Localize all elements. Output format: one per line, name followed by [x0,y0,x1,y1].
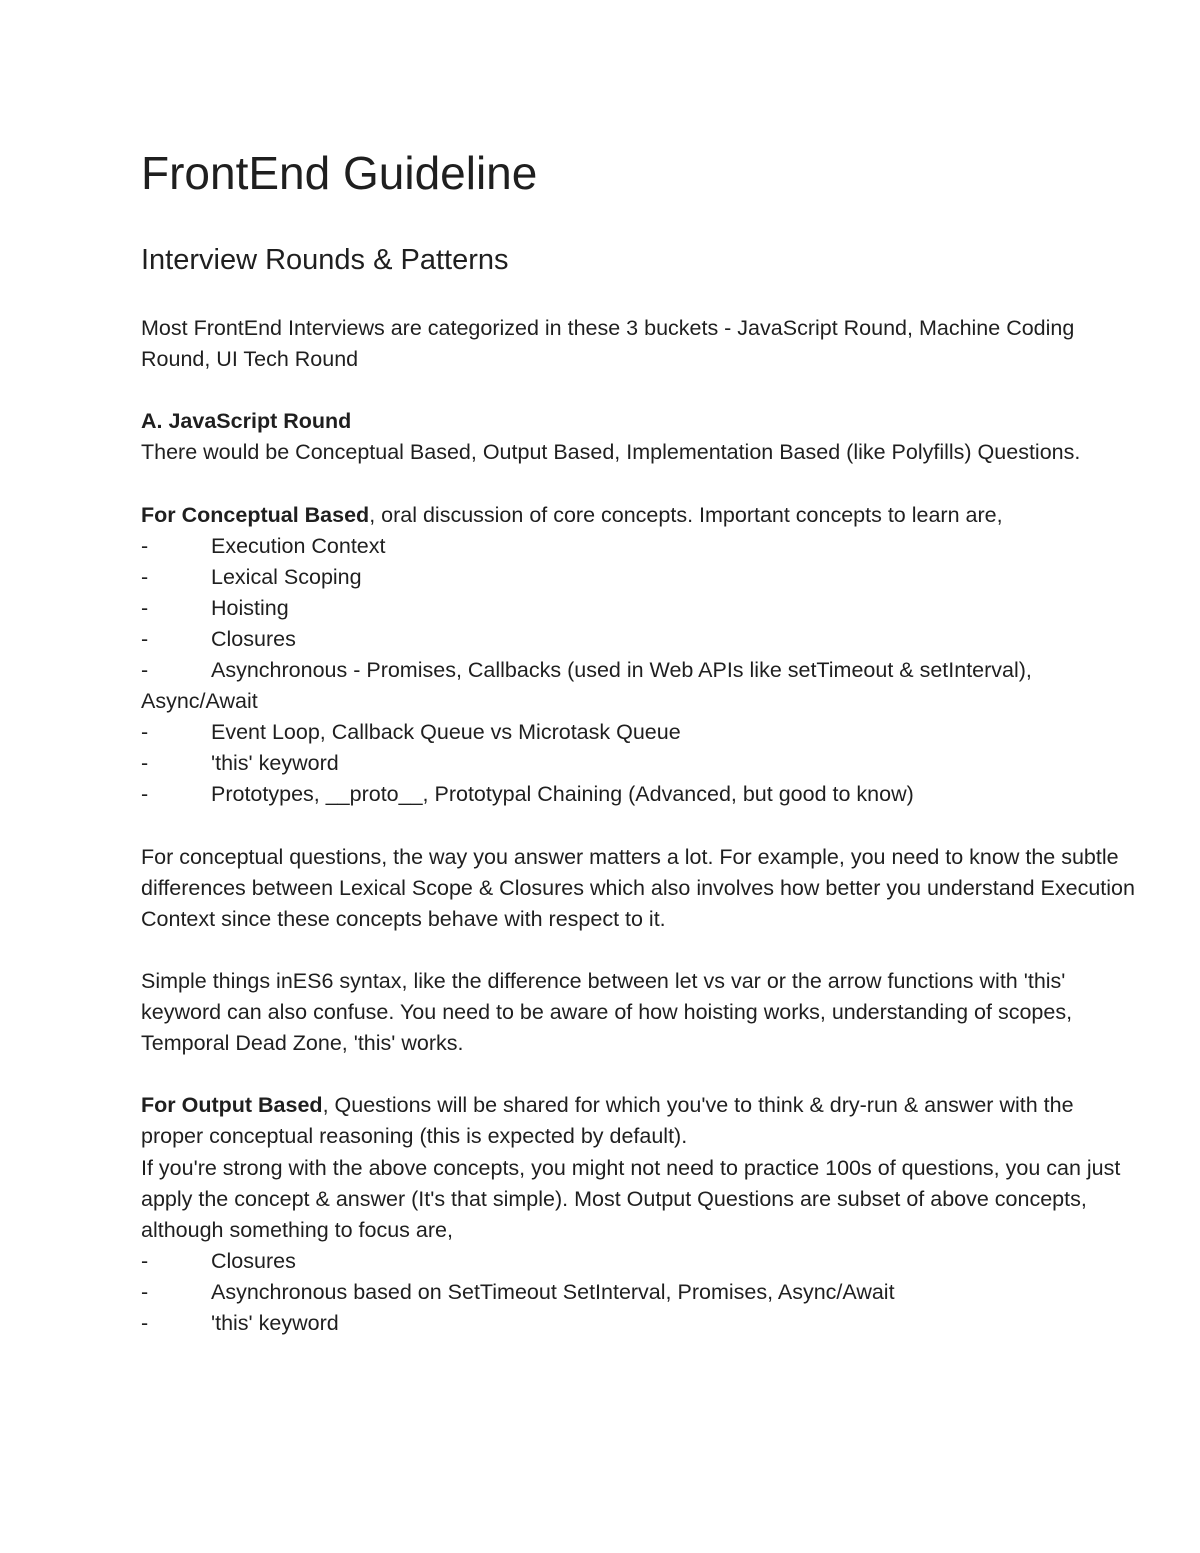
bullet-marker: - [141,595,149,620]
conceptual-lead-bold: For Conceptual Based [141,502,370,527]
output-lead-rest: , Questions will be shared for which you've to think & dry-run & answer with the proper conceptual reasoning (this is expected by default). [141,1093,1074,1149]
conceptual-lead [141,500,1141,531]
bullet-marker: - [141,751,149,776]
list-item: - Closures [141,1246,1141,1277]
document-title: FrontEnd Guideline [141,147,538,199]
section-a-text: There would be Conceptual Based, Output Based, Implementation Based (like Polyfills) Questions. [141,440,1081,465]
bullet-marker: - [141,626,149,651]
document-body [141,313,1141,1339]
list-item: - Closures [141,624,1141,655]
bullet-marker: - [141,1248,149,1273]
list-item: - Execution Context [141,531,1141,562]
list-item-continuation: Async/Await [141,689,258,714]
output-lead-bold: For Output Based [141,1093,323,1118]
list-item: - 'this' keyword [141,1308,1141,1339]
bullet-marker: - [141,782,149,807]
list-item: - Asynchronous - Promises, Callbacks (used in Web APIs like setTimeout & setInterval), [141,655,1141,686]
bullet-marker: - [141,1279,149,1304]
list-item: - Prototypes, __proto__, Prototypal Chaining (Advanced, but good to know) [141,779,1141,810]
bullet-marker: - [141,720,149,745]
es6-paragraph: Simple things inES6 syntax, like the difference between let vs var or the arrow functions with 'this' keyword can also confuse. You need to be aware of how hoisting works, understanding of scopes, Temporal Dead Zone, 'this' works. [141,968,1073,1056]
output-paragraph: If you're strong with the above concepts, you might not need to practice 100s of questions, you can just apply the concept & answer (It's that simple). Most Output Questions are subset of above concepts, although something to focus are, [141,1155,1121,1242]
list-item: - Event Loop, Callback Queue vs Microtask Queue [141,717,1141,748]
section-subtitle: Interview Rounds & Patterns [141,244,509,276]
list-item: - Asynchronous based on SetTimeout SetInterval, Promises, Async/Await [141,1277,1141,1308]
list-item: - 'this' keyword [141,748,1141,779]
bullet-marker: - [141,1311,149,1335]
section-a-heading: A. JavaScript Round [141,409,352,434]
conceptual-answer-paragraph: For conceptual questions, the way you answer matters a lot. For example, you need to know the subtle differences between Lexical Scope & Closures which also involves how better you understand Execution Context since these concepts behave with respect to it. [141,844,1135,931]
conceptual-lead-rest: , oral discussion of core concepts. Important concepts to learn are, [369,502,1003,527]
bullet-marker: - [141,658,149,683]
output-lead [141,1090,1141,1152]
intro-paragraph: Most FrontEnd Interviews are categorized in these 3 buckets - JavaScript Round, Machine Coding Round, UI Tech Round [141,316,1075,372]
bullet-marker: - [141,564,149,589]
list-item: - Lexical Scoping [141,562,1141,593]
output-list [141,1246,1141,1339]
conceptual-list [141,531,1141,811]
bullet-marker: - [141,533,149,558]
list-item: - Hoisting [141,593,1141,624]
